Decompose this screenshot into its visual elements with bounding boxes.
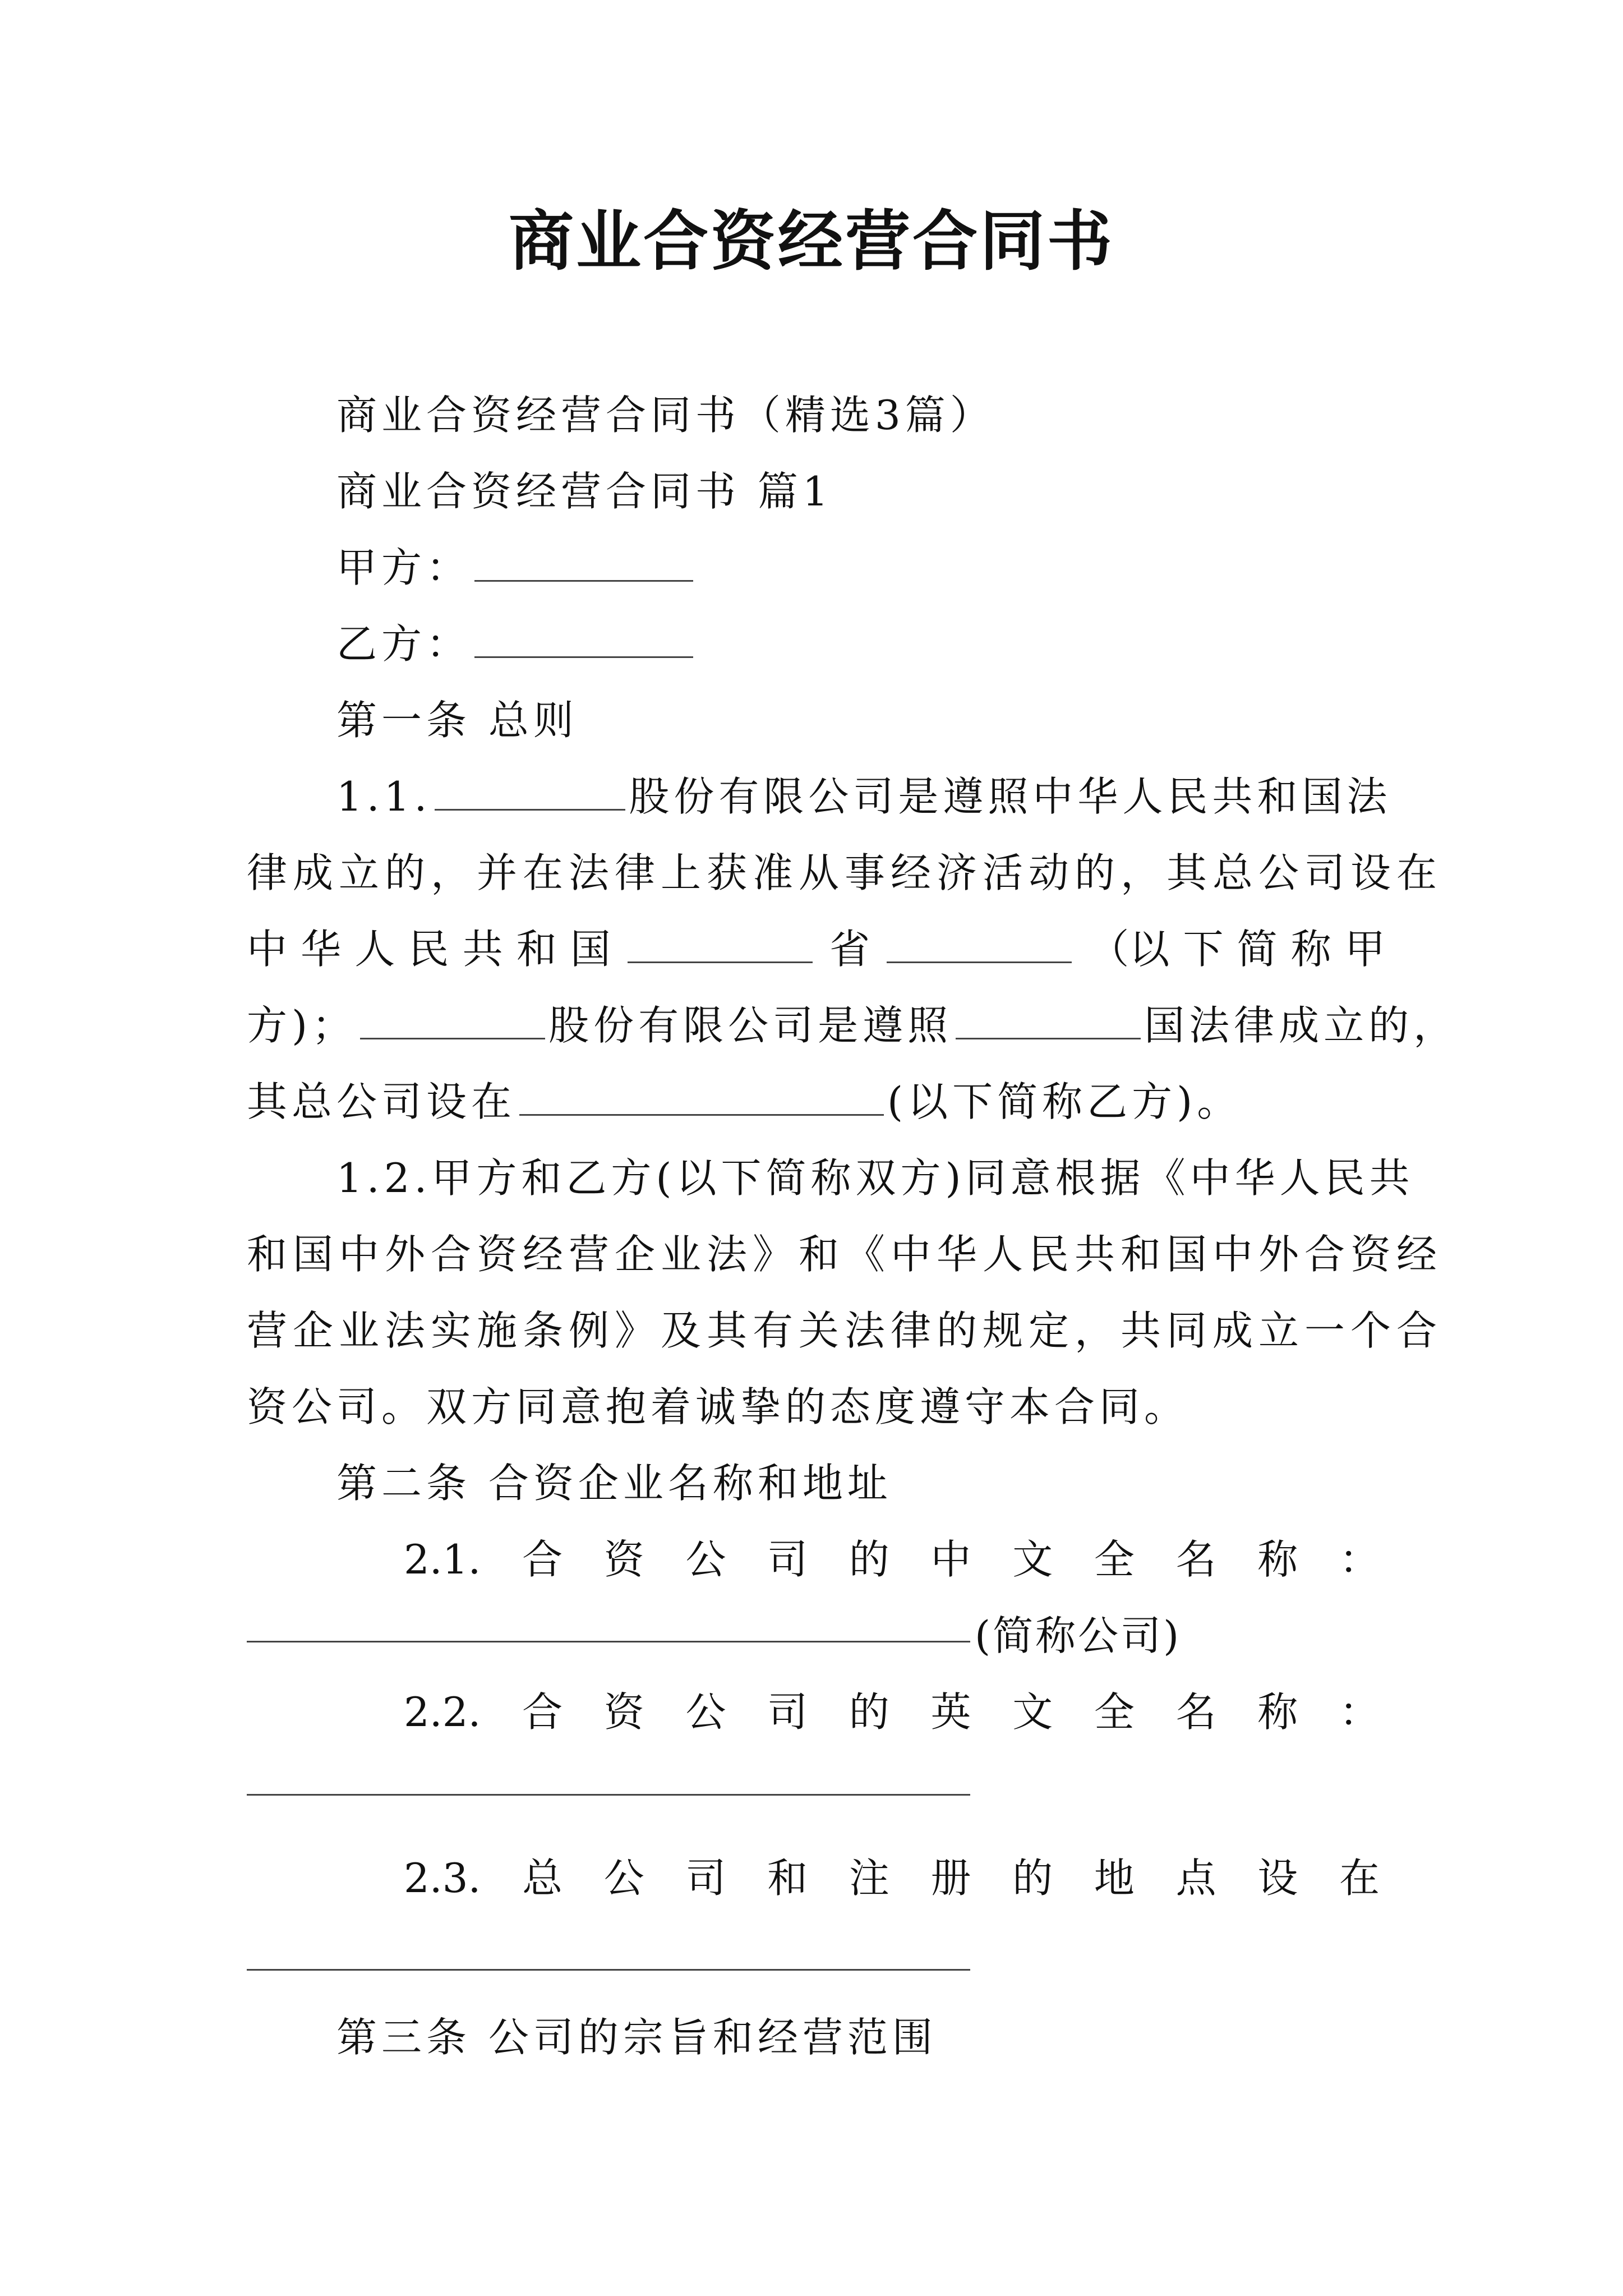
char: （以 xyxy=(1089,926,1170,973)
p12-line3: 营企业法实施条例》及其有关法律的规定，共同成立一个合 xyxy=(247,1307,1443,1354)
party-b-blank[interactable] xyxy=(474,622,693,658)
party-b-line xyxy=(336,616,697,672)
p11-line4-a: 方)； xyxy=(247,1002,357,1049)
char: 合 xyxy=(522,1688,563,1736)
p11-line2: 律成立的，并在法律上获准从事经济活动的，其总公司设在 xyxy=(247,849,1443,896)
p22-number: 2.2. xyxy=(404,1688,481,1736)
char: 称 xyxy=(1290,926,1331,973)
p23-number: 2.3. xyxy=(404,1855,481,1902)
p12-line1: 1.2.甲方和乙方(以下简称双方)同意根据《中华人民共 xyxy=(336,1154,1414,1202)
char: 资 xyxy=(603,1536,644,1583)
char: 合 xyxy=(522,1536,563,1583)
char: 国 xyxy=(570,926,611,973)
p11-line4 xyxy=(247,997,1458,1053)
char: 司 xyxy=(767,1536,808,1583)
char: 中 xyxy=(247,926,288,973)
char: 资 xyxy=(603,1688,644,1736)
p12-line4: 资公司。双方同意抱着诚挚的态度遵守本合同。 xyxy=(247,1383,1189,1430)
char: 在 xyxy=(1339,1855,1380,1902)
p12-line2: 和国中外合资经营企业法》和《中华人民共和国中外合资经 xyxy=(247,1231,1443,1278)
char: 称 xyxy=(1257,1688,1298,1736)
p11-line5-b: (以下简称乙方)。 xyxy=(887,1078,1242,1125)
p11-line4-c: 国法律成立的， xyxy=(1144,1002,1459,1049)
char: 民 xyxy=(408,926,449,973)
char: 的 xyxy=(849,1688,889,1736)
char: 公 xyxy=(685,1688,726,1736)
char: 全 xyxy=(1094,1536,1135,1583)
p11-line5 xyxy=(247,1074,1242,1130)
city-blank[interactable] xyxy=(887,927,1072,963)
char: 人 xyxy=(354,926,395,973)
article1-heading: 第一条 总则 xyxy=(336,697,578,744)
p11-number: 1.1. xyxy=(336,773,432,820)
char: ： xyxy=(1339,1688,1380,1736)
char: 总 xyxy=(522,1855,563,1902)
p11-company-blank[interactable] xyxy=(435,774,625,811)
english-name-blank[interactable] xyxy=(247,1794,970,1796)
party-a-label: 甲方： xyxy=(336,544,472,591)
char: 名 xyxy=(1175,1688,1216,1736)
p11-line3 xyxy=(247,921,1385,977)
char: 公 xyxy=(685,1536,726,1583)
char: 公 xyxy=(603,1855,644,1902)
char: 设 xyxy=(1257,1855,1298,1902)
char: 省 xyxy=(829,926,870,973)
p11-line1-text: 股份有限公司是遵照中华人民共和国法 xyxy=(629,773,1392,820)
p11-line1 xyxy=(336,769,1391,825)
article2-heading: 第二条 合资企业名称和地址 xyxy=(336,1460,892,1507)
country-blank[interactable] xyxy=(956,1003,1141,1039)
part-title: 商业合资经营合同书 篇1 xyxy=(336,468,833,515)
party-a-blank[interactable] xyxy=(474,545,693,582)
char: 的 xyxy=(1012,1855,1053,1902)
char: 全 xyxy=(1094,1688,1135,1736)
char: 司 xyxy=(767,1688,808,1736)
p23-line1 xyxy=(404,1850,1380,1906)
char: 名 xyxy=(1175,1536,1216,1583)
char: 注 xyxy=(849,1855,889,1902)
char: 下 xyxy=(1183,926,1224,973)
char: 册 xyxy=(930,1855,971,1902)
article3-heading: 第三条 公司的宗旨和经营范围 xyxy=(336,2014,937,2061)
char: 中 xyxy=(930,1536,971,1583)
chinese-name-blank[interactable] xyxy=(247,1641,970,1642)
char: 共 xyxy=(462,926,503,973)
party-b-label: 乙方： xyxy=(336,620,472,668)
p11-line5-a: 其总公司设在 xyxy=(247,1078,517,1125)
char: 文 xyxy=(1012,1688,1053,1736)
char: 地 xyxy=(1094,1855,1135,1902)
char: 华 xyxy=(301,926,342,973)
subtitle: 商业合资经营合同书（精选3篇） xyxy=(336,392,995,439)
char: 和 xyxy=(767,1855,808,1902)
char: 简 xyxy=(1237,926,1278,973)
p22-line1 xyxy=(404,1684,1380,1740)
hq-location-blank[interactable] xyxy=(519,1079,884,1116)
p11-party-b-blank[interactable] xyxy=(360,1003,545,1039)
char: 司 xyxy=(685,1855,726,1902)
p21-line1 xyxy=(404,1531,1380,1588)
char: ： xyxy=(1339,1536,1380,1583)
char: 英 xyxy=(930,1688,971,1736)
p21-suffix: (简称公司) xyxy=(975,1612,1182,1659)
char: 的 xyxy=(849,1536,889,1583)
registered-address-blank[interactable] xyxy=(247,1969,970,1971)
document-title: 商业合资经营合同书 xyxy=(509,203,1114,279)
char: 和 xyxy=(516,926,557,973)
p11-line4-b: 股份有限公司是遵照 xyxy=(548,1002,953,1049)
char: 点 xyxy=(1175,1855,1216,1902)
party-a-line xyxy=(336,540,697,596)
p21-number: 2.1. xyxy=(404,1536,481,1583)
char: 甲 xyxy=(1344,926,1385,973)
char: 文 xyxy=(1012,1536,1053,1583)
char: 称 xyxy=(1257,1536,1298,1583)
province-blank[interactable] xyxy=(628,927,813,963)
